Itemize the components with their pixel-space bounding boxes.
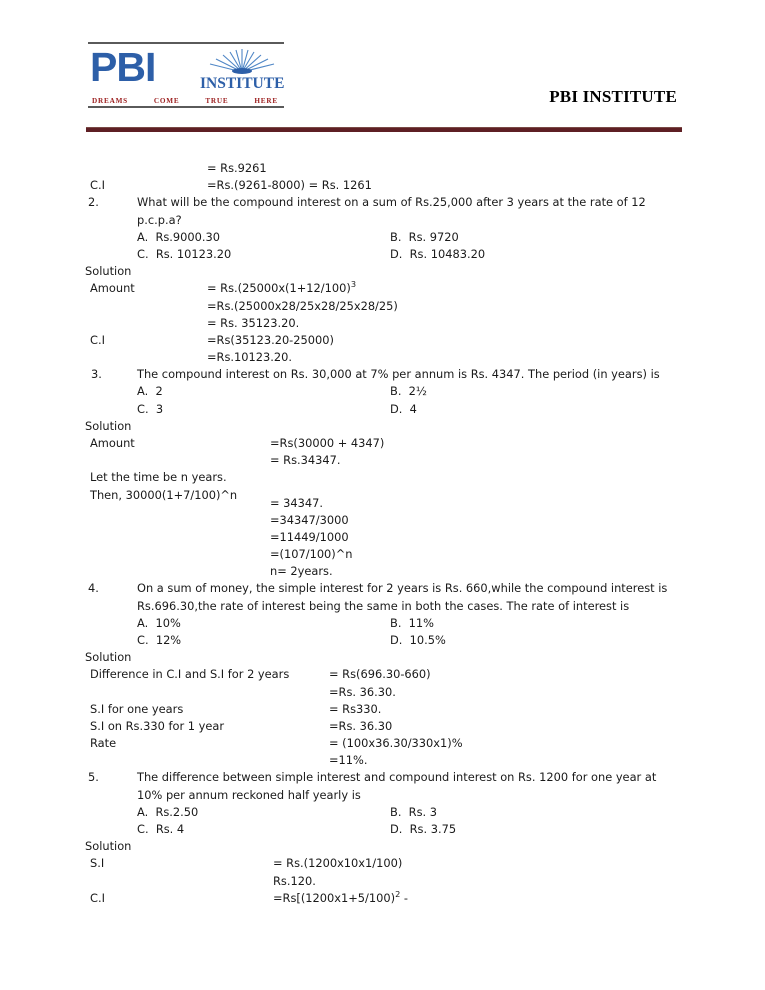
question-number: 3. bbox=[91, 367, 102, 382]
pbi-logo bbox=[88, 42, 284, 108]
solution-row-label: C.I bbox=[90, 890, 105, 905]
question-text: On a sum of money, the simple interest for 2 years is Rs. 660,while the compound interest is Rs.696.30,the rate of interest being the same in both the cases. The rate of interest is bbox=[137, 581, 668, 613]
solution-row-value: n= 2years. bbox=[270, 564, 333, 579]
option-C: C. 12% bbox=[137, 632, 182, 647]
solution-row-value: = Rs330. bbox=[329, 701, 382, 716]
solution-row-value: = Rs. 35123.20. bbox=[207, 315, 300, 330]
solution-row-label: Amount bbox=[90, 436, 135, 451]
solution-row-label: S.I for one years bbox=[90, 701, 184, 716]
solution-label: Solution bbox=[85, 650, 132, 665]
option-row bbox=[0, 804, 765, 821]
option-B: B. Rs. 3 bbox=[390, 804, 438, 819]
question-number: 2. bbox=[88, 195, 99, 210]
option-D: D. 4 bbox=[390, 401, 417, 416]
question-block bbox=[0, 194, 765, 228]
option-row bbox=[0, 632, 765, 649]
option-A: A. 2 bbox=[137, 384, 163, 399]
option-D: D. Rs. 3.75 bbox=[390, 822, 457, 837]
solution-row-value: =Rs.10123.20. bbox=[207, 350, 292, 365]
option-C: C. 3 bbox=[137, 401, 164, 416]
solution-row bbox=[0, 546, 765, 563]
superscript: 2 bbox=[395, 889, 401, 899]
solution-extra-value: = 34347. bbox=[270, 495, 324, 510]
solution-row bbox=[0, 563, 765, 580]
tagline-word-3: TRUE bbox=[205, 97, 229, 105]
solution-row-label: Rate bbox=[90, 736, 117, 751]
option-A: A. 10% bbox=[137, 615, 181, 630]
option-D: D. Rs. 10483.20 bbox=[390, 246, 486, 261]
solution-row bbox=[0, 452, 765, 469]
tagline-word-2: COME bbox=[153, 97, 180, 105]
question-text: The compound interest on Rs. 30,000 at 7% per annum is Rs. 4347. The period (in years) is bbox=[137, 367, 660, 382]
solution-row bbox=[0, 666, 765, 683]
solution-row-value: =Rs(35123.20-25000) bbox=[207, 332, 334, 347]
page-header bbox=[0, 0, 765, 135]
question-block bbox=[0, 580, 765, 614]
tagline-word-1: DREAMS bbox=[92, 97, 128, 105]
solution-label: Solution bbox=[85, 839, 132, 854]
option-A: A. Rs.9000.30 bbox=[137, 229, 221, 244]
solution-note bbox=[0, 469, 765, 486]
header-title: PBI INSTITUTE bbox=[549, 87, 677, 106]
logo-institute-block bbox=[200, 46, 284, 92]
option-row bbox=[0, 383, 765, 400]
option-B: B. Rs. 9720 bbox=[390, 229, 459, 244]
solution-row bbox=[0, 890, 765, 907]
ci-label: C.I bbox=[90, 178, 105, 193]
superscript: 3 bbox=[350, 279, 357, 290]
logo-institute-text: INSTITUTE bbox=[200, 75, 285, 92]
solution-row-label: S.I on Rs.330 for 1 year bbox=[90, 718, 225, 733]
header-divider bbox=[86, 127, 682, 132]
solution-row bbox=[0, 752, 765, 769]
solution-label: Solution bbox=[85, 264, 132, 279]
solution-row-value: = $Rs.(25000x(1+12/100)^3$ bbox=[207, 279, 357, 296]
solution-row bbox=[0, 701, 765, 718]
solution-row-label: C.I bbox=[90, 332, 105, 347]
solution-row bbox=[0, 435, 765, 452]
solution-row bbox=[0, 718, 765, 735]
question-block bbox=[0, 366, 765, 383]
solution-row bbox=[0, 298, 765, 315]
solution-row-label: Amount bbox=[90, 281, 135, 296]
solution-label: Solution bbox=[85, 418, 132, 433]
document-body bbox=[0, 160, 765, 907]
solution-note bbox=[0, 487, 765, 512]
solution-row bbox=[0, 280, 765, 297]
solution-row bbox=[0, 349, 765, 366]
amount-value: = Rs.9261 bbox=[207, 161, 267, 175]
solution-row bbox=[0, 512, 765, 529]
option-row bbox=[0, 615, 765, 632]
option-C: C. Rs. 4 bbox=[137, 822, 185, 837]
solution-row-value: $=Rs[(1200x1+5/100)^2$ - bbox=[273, 889, 409, 905]
question-block bbox=[0, 769, 765, 803]
option-C: C. Rs. 10123.20 bbox=[137, 246, 232, 261]
option-D: D. 10.5% bbox=[390, 632, 446, 647]
solution-row bbox=[0, 735, 765, 752]
question-number: 4. bbox=[88, 581, 99, 596]
solution-row bbox=[0, 332, 765, 349]
solution-row-value: =11%. bbox=[329, 753, 368, 768]
solution-row-value: Rs.120. bbox=[273, 873, 316, 888]
question-number: 5. bbox=[88, 770, 99, 785]
solution-row-value: =Rs.(25000x28/25x28/25x28/25) bbox=[207, 298, 398, 313]
option-row bbox=[0, 401, 765, 418]
logo-main-row bbox=[88, 46, 284, 92]
solution-row-label: Difference in C.I and S.I for 2 years bbox=[90, 667, 290, 682]
solution-row-value: =34347/3000 bbox=[270, 512, 349, 527]
solution-row-value: =Rs. 36.30. bbox=[329, 684, 396, 699]
option-row bbox=[0, 821, 765, 838]
starburst-icon bbox=[207, 48, 277, 74]
solution-row-value: =11449/1000 bbox=[270, 529, 349, 544]
question-text: What will be the compound interest on a sum of Rs.25,000 after 3 years at the rate of 12 p.c.p.a? bbox=[137, 195, 646, 227]
solution-row-value: = (100x36.30/330x1)% bbox=[329, 736, 463, 751]
solution-row-value: =Rs. 36.30 bbox=[329, 718, 393, 733]
solution-note-text: Let the time be n years. bbox=[90, 470, 227, 485]
option-B: B. 11% bbox=[390, 615, 434, 630]
logo-brand-text: PBI bbox=[90, 44, 156, 90]
option-A: A. Rs.2.50 bbox=[137, 804, 199, 819]
solution-row-value: = Rs.34347. bbox=[270, 453, 341, 468]
tagline-word-4: HERE bbox=[254, 97, 278, 105]
solution-row-value: =Rs(30000 + 4347) bbox=[270, 436, 385, 451]
logo-tagline bbox=[88, 97, 282, 105]
solution-row bbox=[0, 855, 765, 872]
option-row bbox=[0, 246, 765, 263]
solution-row bbox=[0, 529, 765, 546]
question-text: The difference between simple interest and compound interest on Rs. 1200 for one year at 10% per annum reckoned half yearly is bbox=[137, 770, 657, 802]
solution-note-text: Then, 30000(1+7/100)^n bbox=[90, 487, 238, 502]
solution-row-value: = Rs.(1200x10x1/100) bbox=[273, 856, 403, 871]
solution-row-label: S.I bbox=[90, 856, 105, 871]
solution-row-value: =(107/100)^n bbox=[270, 546, 353, 561]
solution-row bbox=[0, 315, 765, 332]
option-B: B. 2½ bbox=[390, 384, 427, 399]
ci-value: =Rs.(9261-8000) = Rs. 1261 bbox=[207, 178, 372, 193]
solution-row bbox=[0, 684, 765, 701]
solution-row bbox=[0, 873, 765, 890]
solution-row-value: = Rs(696.30-660) bbox=[329, 667, 431, 682]
option-row bbox=[0, 229, 765, 246]
